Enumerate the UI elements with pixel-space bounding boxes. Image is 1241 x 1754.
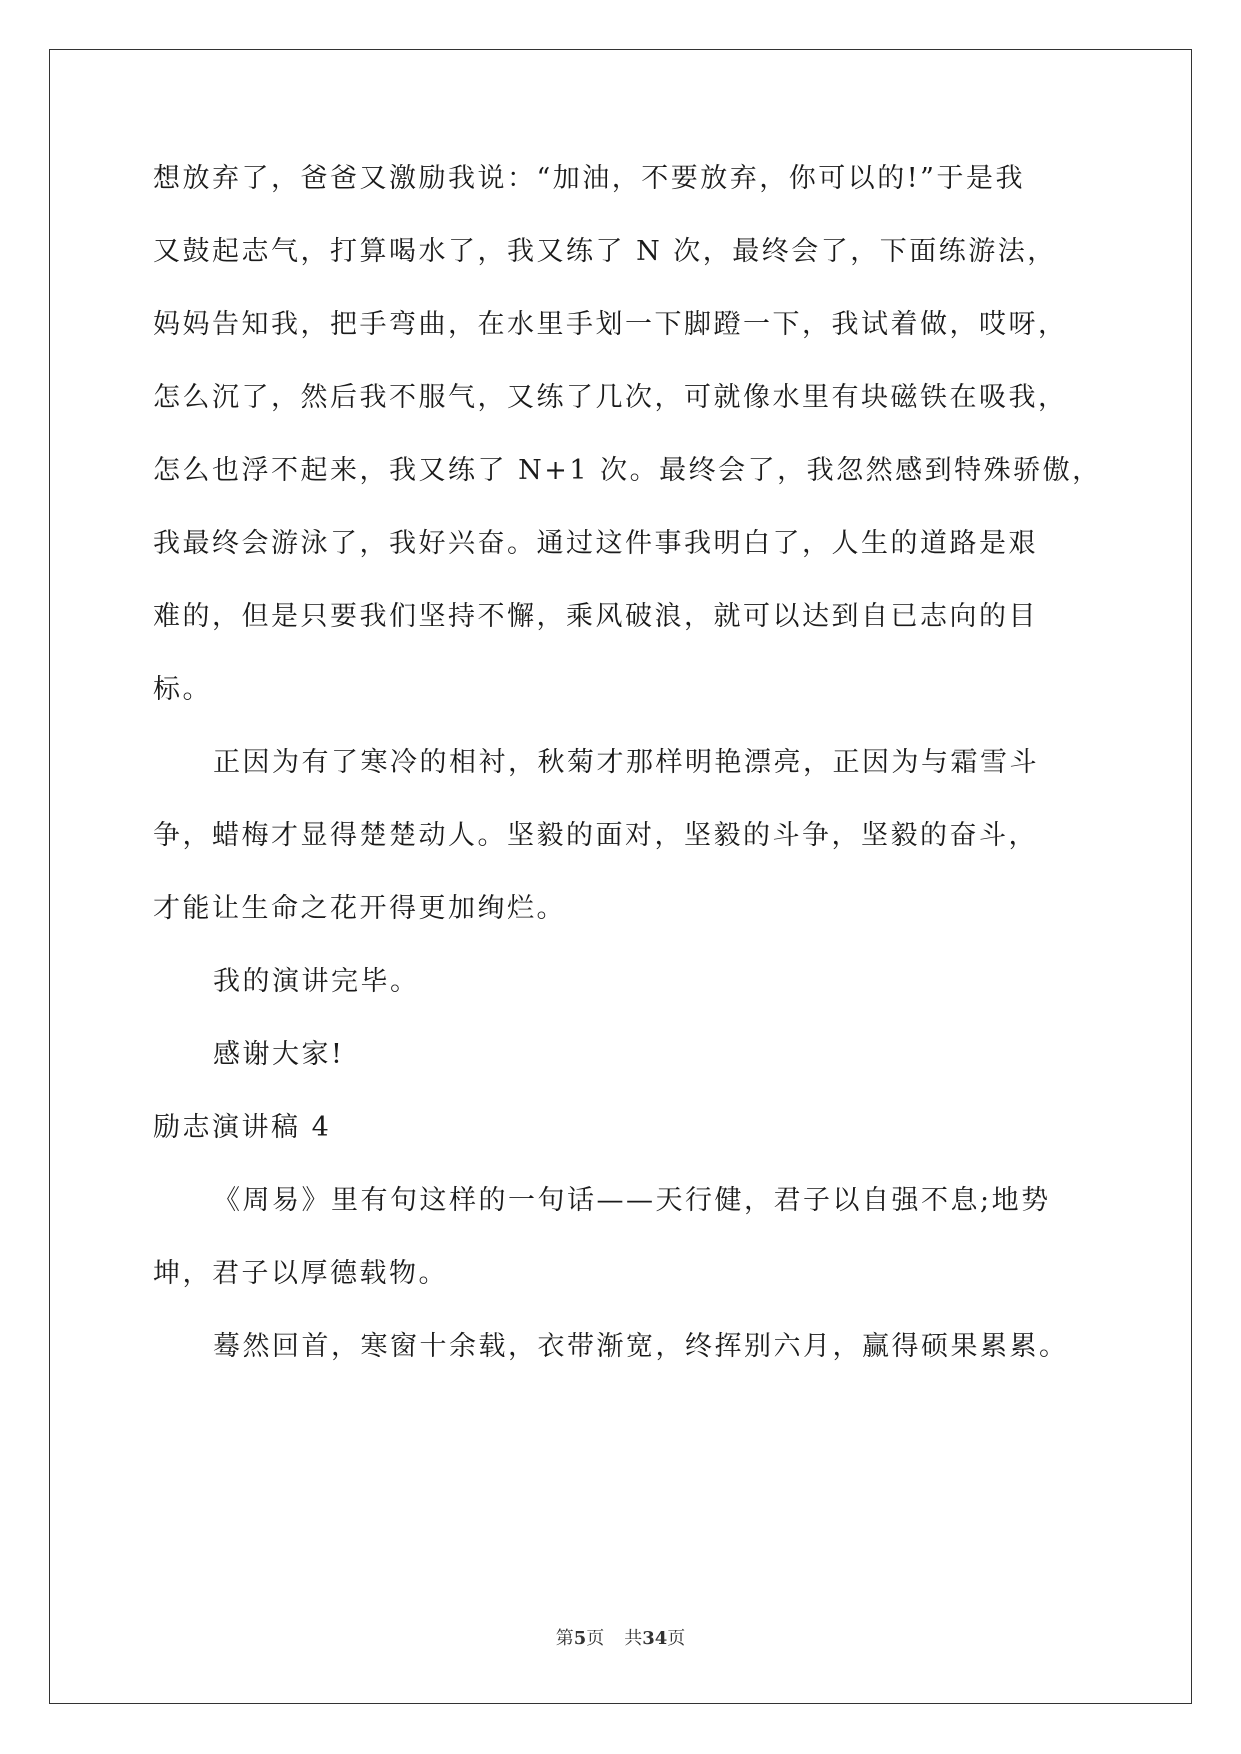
page-footer — [0, 1627, 1241, 1651]
text-line: 才能让生命之花开得更加绚烂。 — [153, 893, 566, 924]
text-line: 我最终会游泳了，我好兴奋。通过这件事我明白了，人生的道路是艰 — [153, 528, 1038, 559]
text-line: 想放弃了，爸爸又激励我说：“加油，不要放弃，你可以的!”于是我 — [153, 163, 1025, 194]
page-suffix: 页 — [586, 1628, 605, 1649]
text-line: 怎么沉了，然后我不服气，又练了几次，可就像水里有块磁铁在吸我， — [153, 382, 1068, 413]
text-line: 难的，但是只要我们坚持不懈，乘风破浪，就可以达到自已志向的目 — [153, 601, 1038, 632]
total-pages: 34 — [642, 1628, 668, 1649]
text-line: 又鼓起志气，打算喝水了，我又练了 N 次，最终会了，下面练游法， — [153, 236, 1057, 267]
text-line: 怎么也浮不起来，我又练了 N+1 次。最终会了，我忽然感到特殊骄傲， — [153, 455, 1102, 486]
paragraph-start: 蓦然回首，寒窗十余载，衣带渐宽，终挥别六月，赢得硕果累累。 — [213, 1331, 1069, 1362]
paragraph-start: 《周易》里有句这样的一句话——天行健，君子以自强不息;地势 — [213, 1185, 1051, 1216]
closing-line: 我的演讲完毕。 — [213, 966, 420, 997]
total-suffix: 页 — [667, 1628, 686, 1649]
document-body — [153, 160, 1113, 1401]
page-prefix: 第 — [555, 1628, 574, 1649]
text-line: 标。 — [153, 674, 212, 705]
total-prefix: 共 — [624, 1628, 643, 1649]
section-heading: 励志演讲稿 4 — [153, 1112, 332, 1143]
paragraph-start: 正因为有了寒冷的相衬，秋菊才那样明艳漂亮，正因为与霜雪斗 — [213, 747, 1039, 778]
text-line: 妈妈告知我，把手弯曲，在水里手划一下脚蹬一下，我试着做，哎呀， — [153, 309, 1068, 340]
page-number: 5 — [573, 1628, 587, 1649]
text-line: 坤，君子以厚德载物。 — [153, 1258, 448, 1289]
thanks-line: 感谢大家! — [213, 1039, 345, 1070]
text-line: 争，蜡梅才显得楚楚动人。坚毅的面对，坚毅的斗争，坚毅的奋斗， — [153, 820, 1038, 851]
